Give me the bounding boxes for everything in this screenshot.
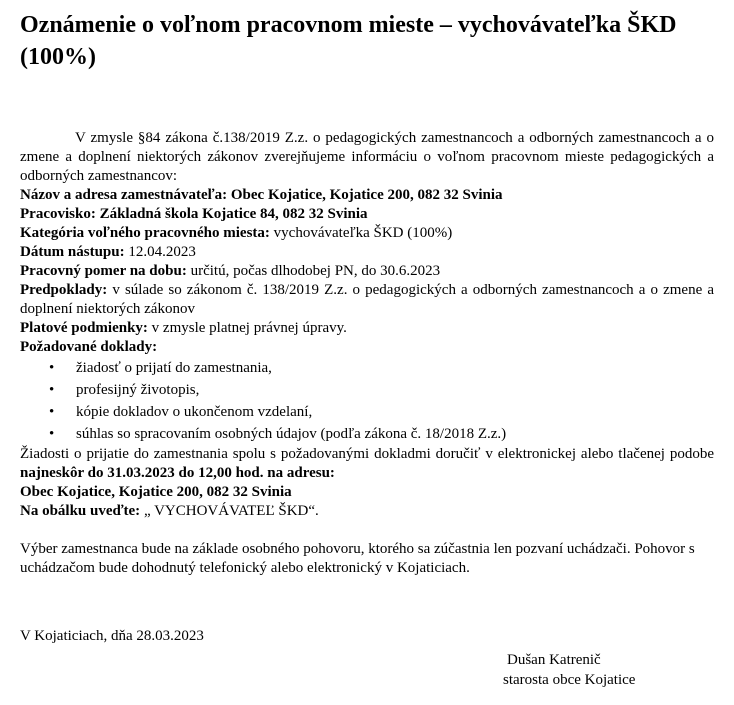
signature-block: [503, 650, 635, 690]
signatory-position: starosta obce Kojatice: [503, 672, 636, 688]
place-date: V Kojaticiach, dňa 28.03.2023: [20, 628, 204, 644]
envelope-line: [20, 502, 714, 521]
start-date-value: 12.04.2023: [128, 244, 196, 260]
list-item-text: žiadosť o prijatí do zamestnania,: [76, 360, 272, 376]
documents-list: [20, 357, 714, 445]
start-date-line: [20, 243, 714, 262]
employer-line: [20, 186, 714, 205]
list-item-text: profesijný životopis,: [76, 382, 200, 398]
start-date-label: Dátum nástupu:: [20, 244, 125, 260]
contract-label: Pracovný pomer na dobu:: [20, 263, 187, 279]
list-item-text: súhlas so spracovaním osobných údajov (podľa zákona č. 18/2018 Z.z.): [76, 426, 507, 442]
documents-heading: [20, 338, 714, 357]
requirements-line: [20, 281, 714, 319]
documents-label: Požadované doklady:: [20, 339, 158, 355]
application-paragraph: [20, 445, 714, 483]
workplace-label: Pracovisko:: [20, 206, 96, 222]
requirements-label: Predpoklady:: [20, 282, 108, 298]
page-title: Oznámenie o voľnom pracovnom mieste – vychovávateľka ŠKD (100%): [20, 12, 677, 70]
list-item: [20, 423, 714, 445]
signatory-name: Dušan Katrenič: [507, 652, 601, 668]
employer-value: Obec Kojatice, Kojatice 200, 082 32 Svinia: [230, 187, 503, 203]
salary-line: [20, 319, 714, 338]
salary-label: Platové podmienky:: [20, 320, 148, 336]
list-item: [20, 357, 714, 379]
bullet-icon: •: [49, 404, 55, 420]
bullet-icon: •: [49, 360, 55, 376]
contract-line: [20, 262, 714, 281]
category-value: vychovávateľka ŠKD (100%): [273, 225, 453, 241]
category-line: [20, 224, 714, 243]
selection-paragraph: Výber zamestnanca bude na základe osobného pohovoru, ktorého sa zúčastnia len pozvaní uchádzači. Pohovor s uchádzačom bude dohodnutý telefonický alebo elektronický v Kojaticiach.: [20, 541, 695, 576]
document-body: [20, 129, 714, 578]
list-item-text: kópie dokladov o ukončenom vzdelaní,: [76, 404, 313, 420]
workplace-value: Základná škola Kojatice 84, 082 32 Svinia: [99, 206, 368, 222]
list-item: [20, 379, 714, 401]
envelope-value: „ VYCHOVÁVATEĽ ŠKD“.: [143, 503, 319, 519]
bullet-icon: •: [49, 426, 55, 442]
requirements-value: v súlade so zákonom č. 138/2019 Z.z. o pedagogických a odborných zamestnancoch a o zmene a doplnení niektorých zákonov: [20, 282, 714, 317]
intro-paragraph: V zmysle §84 zákona č.138/2019 Z.z. o pedagogických zamestnancoch a odborných zamestnancoch a o zmene a doplnení niektorých zákonov zverejňujeme informáciu o voľnom pracovnom mieste pedagogických a odborných zamestnancov:: [20, 130, 714, 184]
category-label: Kategória voľného pracovného miesta:: [20, 225, 270, 241]
salary-value: v zmysle platnej právnej úpravy.: [151, 320, 347, 336]
employer-label: Názov a adresa zamestnávateľa:: [20, 187, 228, 203]
application-address: Obec Kojatice, Kojatice 200, 082 32 Svinia: [20, 484, 292, 500]
application-text: Žiadosti o prijatie do zamestnania spolu s požadovanými dokladmi doručiť v elektronickej alebo tlačenej podobe: [20, 446, 714, 462]
workplace-line: [20, 205, 714, 224]
application-deadline: najneskôr do 31.03.2023 do 12,00 hod. na adresu:: [20, 465, 335, 481]
contract-value: určitú, počas dlhodobej PN, do 30.6.2023: [190, 263, 441, 279]
envelope-label: Na obálku uveďte:: [20, 503, 141, 519]
bullet-icon: •: [49, 382, 55, 398]
application-address-line: [20, 483, 714, 502]
list-item: [20, 401, 714, 423]
